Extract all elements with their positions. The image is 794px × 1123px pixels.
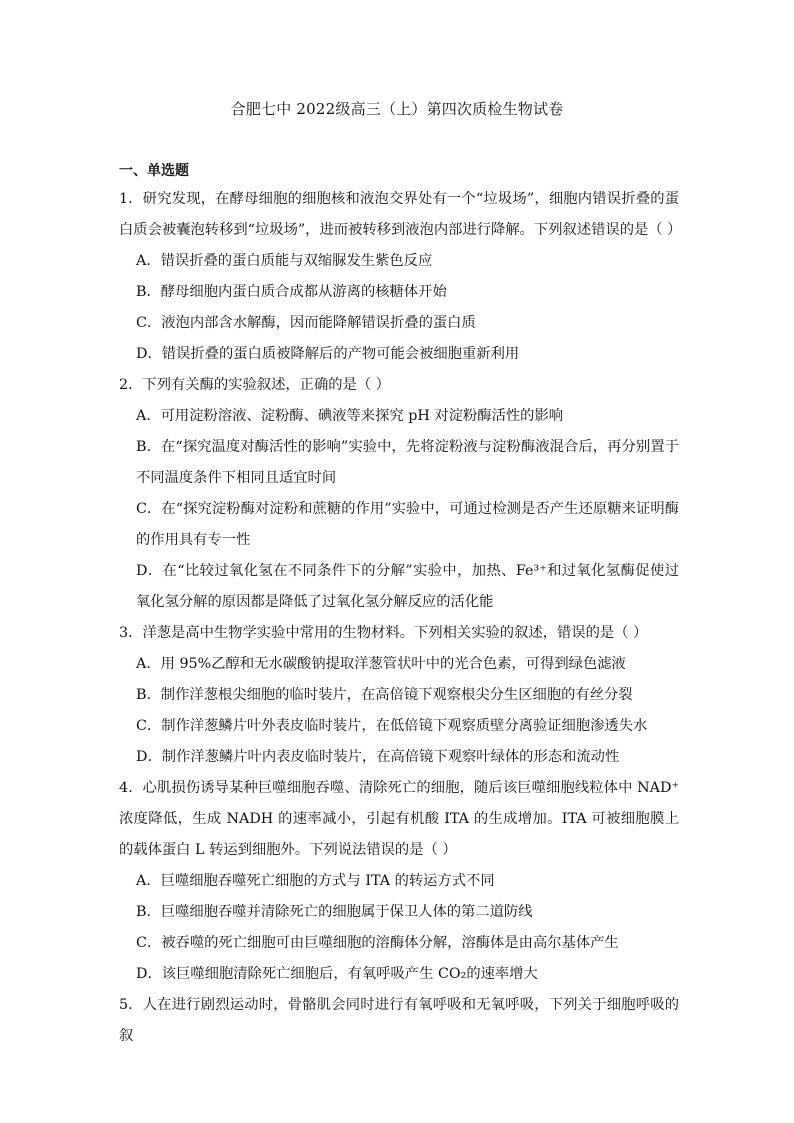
question-option: B．在“探究温度对酶活性的影响”实验中，先将淀粉液与淀粉酶液混合后，再分别置于不同温度条件下相同且适宜时间: [136, 439, 679, 486]
section-heading: 一、单选题: [119, 163, 189, 179]
question-option: A．可用淀粉溶液、淀粉酶、碘液等来探究 pH 对淀粉酶活性的影响: [136, 408, 564, 424]
question-stem: 2．下列有关酶的实验叙述，正确的是（ ）: [119, 377, 390, 393]
question-option: D．错误折叠的蛋白质被降解后的产物可能会被细胞重新利用: [136, 346, 520, 362]
document-title: 合肥七中 2022级高三（上）第四次质检生物试卷: [230, 100, 564, 118]
question-1: [119, 184, 682, 370]
question-option: A．巨噬细胞吞噬死亡细胞的方式与 ITA 的转运方式不同: [136, 873, 495, 889]
question-option: C．在“探究淀粉酶对淀粉和蔗糖的作用”实验中，可通过检测是否产生还原糖来证明酶的作用具有专一性: [136, 501, 679, 548]
question-option: D．该巨噬细胞清除死亡细胞后，有氧呼吸产生 CO₂的速率增大: [136, 966, 538, 982]
question-option: C．液泡内部含水解酶，因而能降解错误折叠的蛋白质: [136, 315, 476, 331]
question-list: [119, 184, 682, 1052]
question-4: [119, 773, 679, 990]
question-option: B．酵母细胞内蛋白质合成都从游离的核糖体开始: [136, 284, 447, 300]
question-option: A．错误折叠的蛋白质能与双缩脲发生紫色反应: [136, 253, 433, 269]
question-option: B．巨噬细胞吞噬并清除死亡的细胞属于保卫人体的第二道防线: [136, 904, 533, 920]
question-5: [119, 990, 679, 1052]
question-option: D．在“比较过氧化氢在不同条件下的分解”实验中，加热、Fe³⁺和过氧化氢酶促使过氧化氢分解的原因都是降低了过氧化氢分解反应的活化能: [136, 563, 679, 610]
question-option: C．制作洋葱鳞片叶外表皮临时装片，在低倍镜下观察质壁分离验证细胞渗透失水: [136, 718, 648, 734]
question-option: A．用 95%乙醇和无水碳酸钠提取洋葱管状叶中的光合色素，可得到绿色滤液: [136, 656, 626, 672]
question-stem: 4．心肌损伤诱导某种巨噬细胞吞噬、清除死亡的细胞，随后该巨噬细胞线粒体中 NAD⁺浓度降低，生成 NADH 的速率减小，引起有机酸 ITA 的生成增加。ITA 可被细胞膜上的载体蛋白 L 转运到细胞外。下列说法错误的是（ ）: [119, 780, 679, 858]
question-3: [119, 618, 679, 773]
question-option: C．被吞噬的死亡细胞可由巨噬细胞的溶酶体分解，溶酶体是由高尔基体产生: [136, 935, 619, 951]
question-option: B．制作洋葱根尖细胞的临时装片，在高倍镜下观察根尖分生区细胞的有丝分裂: [136, 687, 633, 703]
question-stem: 5．人在进行剧烈运动时，骨骼肌会同时进行有氧呼吸和无氧呼吸，下列关于细胞呼吸的叙: [119, 997, 679, 1044]
question-stem: 3．洋葱是高中生物学实验中常用的生物材料。下列相关实验的叙述，错误的是（ ）: [119, 625, 648, 641]
question-option: D．制作洋葱鳞片叶内表皮临时装片，在高倍镜下观察叶绿体的形态和流动性: [136, 749, 620, 765]
question-stem: 1．研究发现，在酵母细胞的细胞核和液泡交界处有一个“垃圾场”，细胞内错误折叠的蛋白质会被囊泡转移到“垃圾场”，进而被转移到液泡内部进行降解。下列叙述错误的是（ ）: [119, 191, 682, 238]
question-2: [119, 370, 679, 618]
